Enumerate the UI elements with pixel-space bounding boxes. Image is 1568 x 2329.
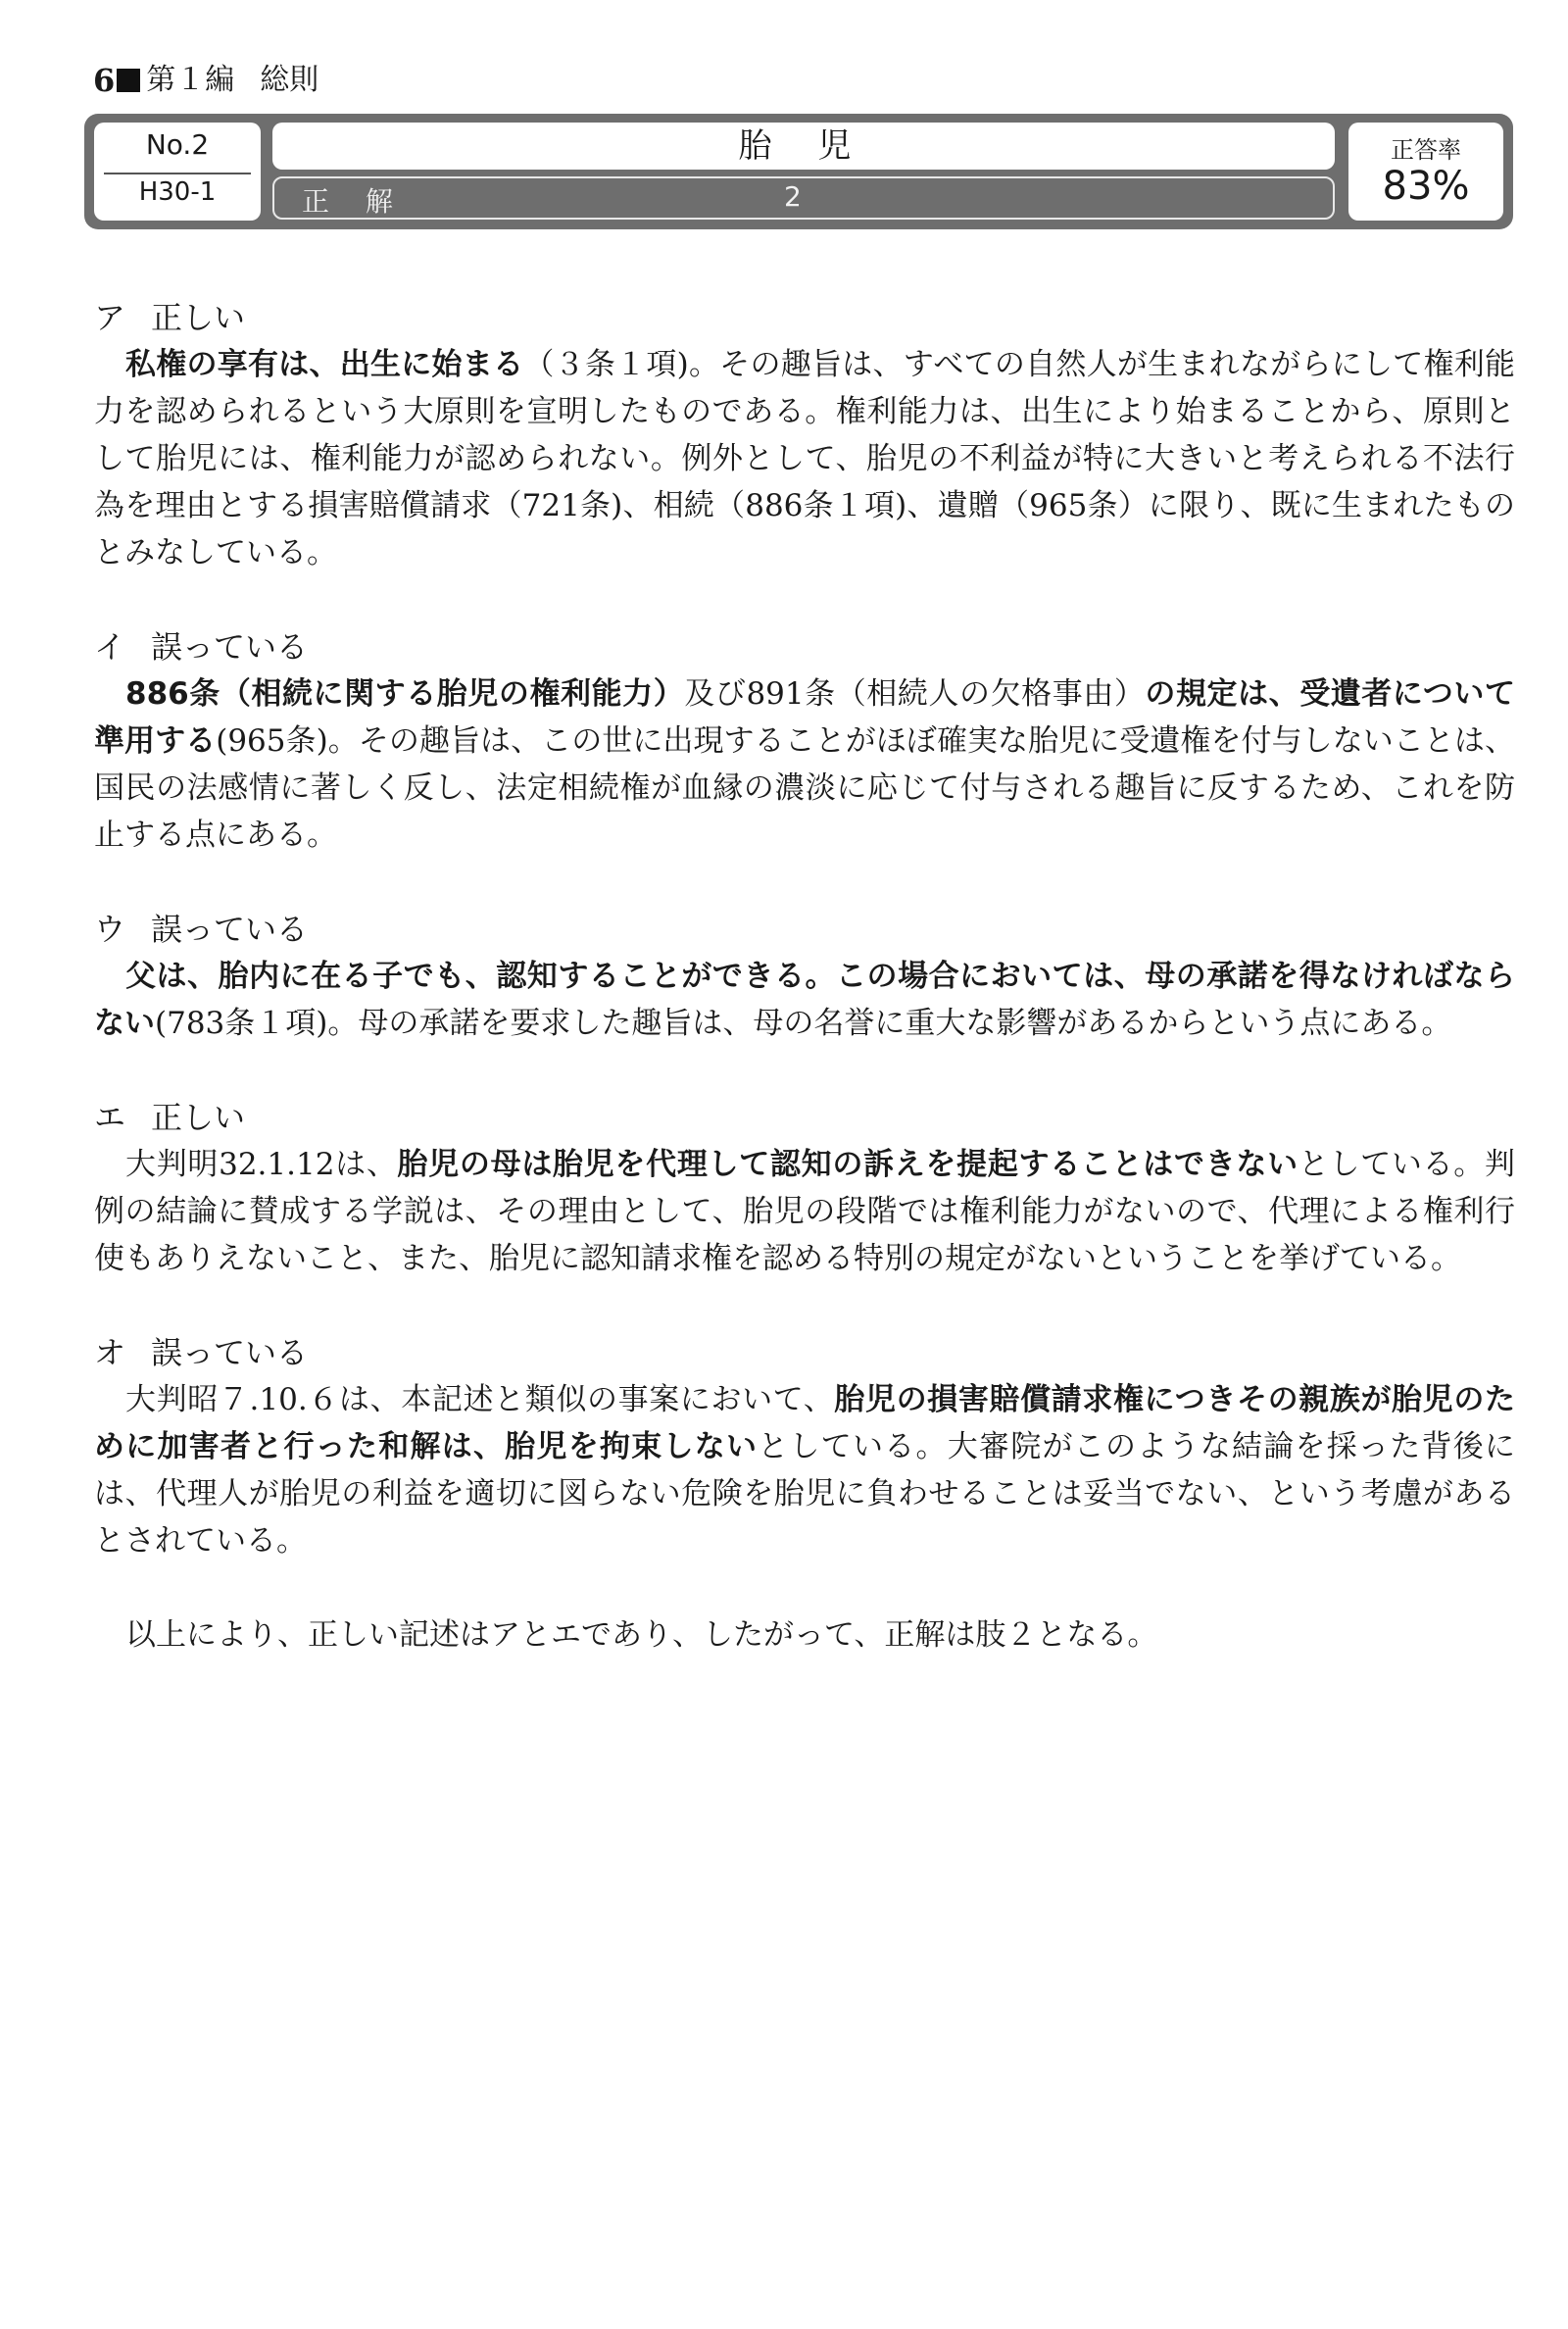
body-text: としている。大審院がこのような結論を採った背後には、代理人が胎児の利益を適切に図らない危険を胎児に負わせることは妥当でない、という考慮があるとされている。 [94, 1429, 1515, 1559]
section-heading [94, 623, 1515, 670]
answer-value: 2 [784, 180, 802, 213]
emphasis-text: の規定は、受遺者について準用する [94, 676, 1515, 759]
emphasis-text: 胎児の損害賠償請求権につきその親族が胎児のために加害者と行った和解は、胎児を拘束しない [94, 1382, 1515, 1464]
correct-rate-box [1348, 123, 1503, 221]
section-verdict: 誤っている [151, 911, 309, 948]
section-heading [94, 906, 1515, 953]
correct-rate-value: 83% [1382, 164, 1470, 209]
body-text: 大判明32.1.12は、 [125, 1147, 398, 1182]
emphasis-text: 886条（相続に関する胎児の権利能力） [125, 676, 685, 712]
body-text: (965条)。その趣旨は、この世に出現することがほぼ確実な胎児に受遺権を付与しないことは、国民の法感情に著しく反し、法定相続権が血縁の濃淡に応じて付与される趣旨に反するため、これを防止する点にある。 [94, 723, 1515, 853]
question-number-box [94, 123, 261, 221]
body-text: 大判昭７.10.６は、本記述と類似の事案において、 [125, 1382, 835, 1417]
explanation-section [94, 623, 1515, 859]
section-mark: エ [94, 1099, 126, 1136]
explanation-body [94, 294, 1515, 1659]
section-heading [94, 294, 1515, 341]
explanation-section [94, 294, 1515, 576]
section-verdict: 誤っている [151, 1334, 309, 1371]
section-verdict: 誤っている [151, 628, 309, 666]
question-title: 胎 児 [272, 123, 1335, 170]
section-paragraph [94, 1376, 1515, 1564]
question-number: No.2 [145, 128, 210, 161]
answer-bar [272, 176, 1335, 220]
section-paragraph [94, 670, 1515, 859]
emphasis-text: 私権の享有は、出生に始まる [125, 347, 524, 382]
section-mark: イ [94, 628, 126, 666]
section-mark: ウ [94, 911, 126, 948]
divider [104, 173, 251, 174]
answer-label: 正 解 [302, 185, 407, 218]
page-number: 6 [93, 62, 116, 99]
body-text: (783条１項)。母の承諾を要求した趣旨は、母の名誉に重大な影響があるからという点にある。 [155, 1006, 1452, 1041]
emphasis-text: 父は、胎内に在る子でも、認知することができる。この場合においては、母の承諾を得なければならない [94, 959, 1515, 1041]
chapter-title: 総則 [260, 63, 319, 97]
section-mark: オ [94, 1334, 126, 1371]
explanation-section [94, 1094, 1515, 1282]
section-verdict: 正しい [151, 1099, 246, 1136]
chapter-label: 第１編 [146, 63, 235, 97]
section-mark: ア [94, 299, 126, 336]
section-paragraph [94, 953, 1515, 1047]
conclusion: 以上により、正しい記述はアとエであり、したがって、正解は肢２となる。 [125, 1617, 1158, 1653]
body-text: （３条１項)。その趣旨は、すべての自然人が生まれながらにして権利能力を認められるという大原則を宣明したものである。権利能力は、出生により始まることから、原則として胎児には、権利能力が認められない。例外として、胎児の不利益が特に大きいと考えられる不法行為を理由とする損害賠償請求（721条)、相続（886条１項)、遺贈（965条）に限り、既に生まれたものとみなしている。 [94, 347, 1516, 570]
question-header-box [84, 114, 1513, 229]
section-verdict: 正しい [151, 299, 246, 336]
page-header [93, 61, 318, 100]
explanation-section [94, 1329, 1515, 1564]
explanation-section [94, 906, 1515, 1047]
square-marker-icon [117, 69, 140, 92]
correct-rate-label: 正答率 [1391, 136, 1461, 164]
body-text: としている。判例の結論に賛成する学説は、その理由として、胎児の段階では権利能力がないので、代理による権利行使もありえないこと、また、胎児に認知請求権を認める特別の規定がないということを挙げている。 [94, 1147, 1516, 1276]
section-heading [94, 1094, 1515, 1141]
emphasis-text: 胎児の母は胎児を代理して認知の訴えを提起することはできない [397, 1147, 1298, 1182]
body-text: 及び891条（相続人の欠格事由） [684, 676, 1146, 712]
section-paragraph [94, 341, 1515, 576]
question-year: H30-1 [138, 177, 217, 207]
section-heading [94, 1329, 1515, 1376]
section-paragraph [94, 1141, 1515, 1282]
